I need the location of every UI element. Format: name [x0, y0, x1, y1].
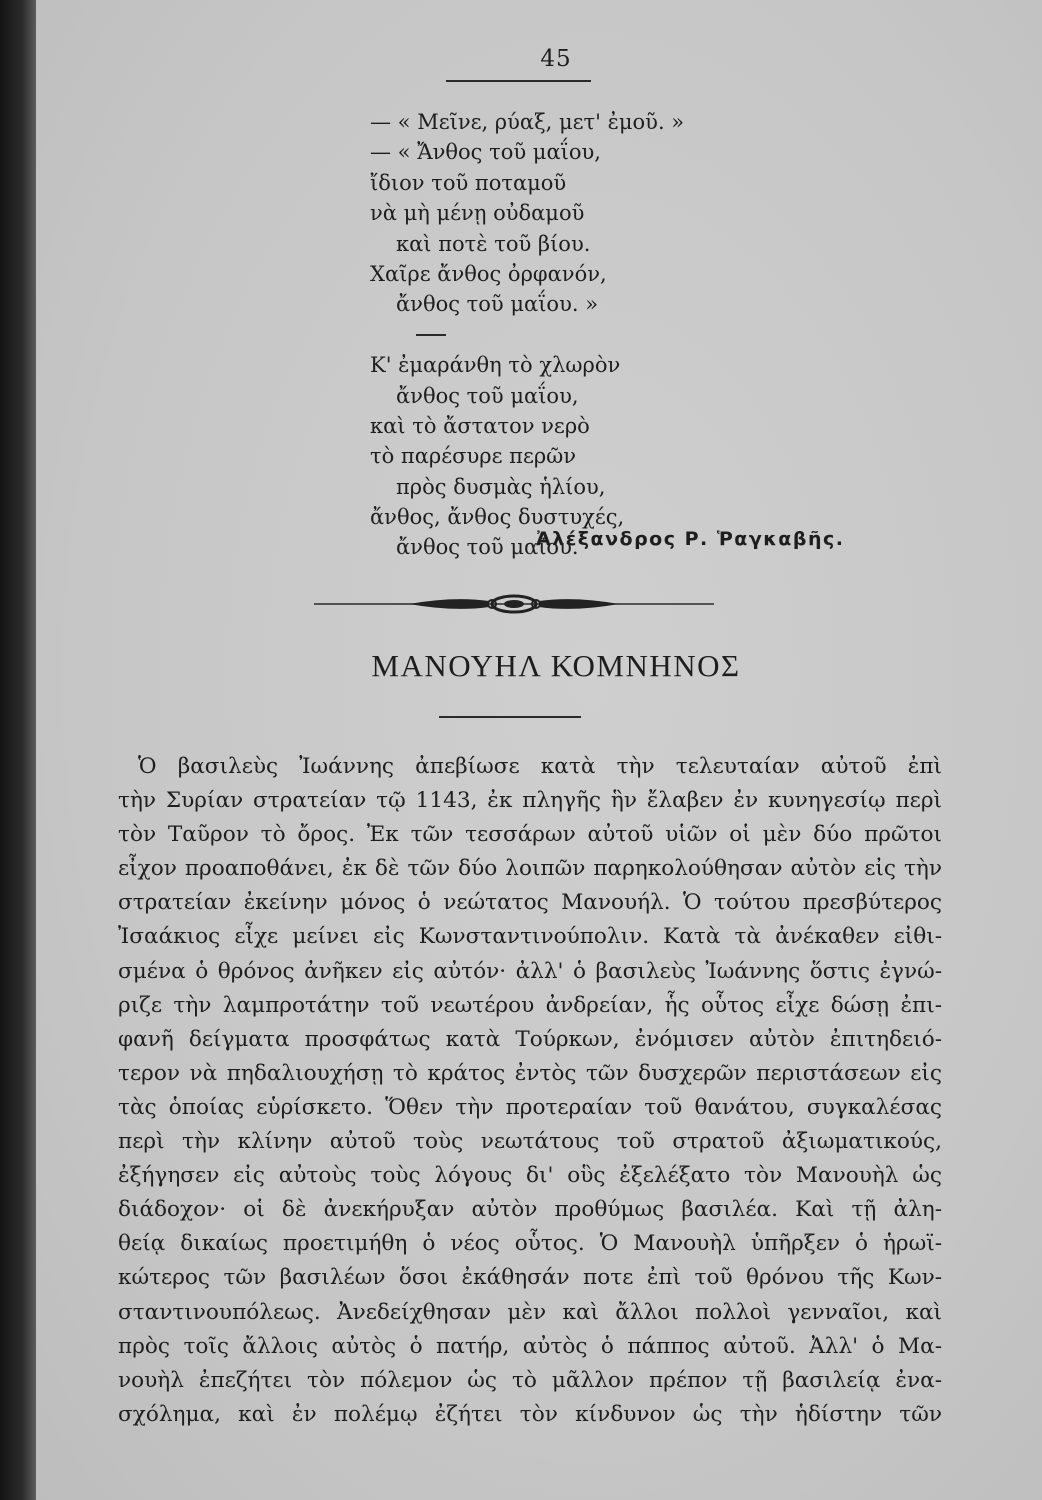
poem-line: ἄνθος τοῦ μαΐου, — [396, 383, 579, 408]
poem-line: Κ' ἐμαράνθη τὸ χλωρὸν — [370, 353, 621, 378]
text-line: νουὴλ ἐπεζήτει τὸν πόλεμον ὡς τὸ μᾶλλον πρέπον τῇ βασιλείᾳ ἐνα- — [118, 1367, 942, 1393]
poem-line: νὰ μὴ μένῃ οὐδαμοῦ — [370, 201, 585, 226]
section-title: ΜΑΝΟΥΗΛ ΚΟΜΝΗΝΟΣ — [371, 648, 741, 683]
text-line: ἐξήγησεν εἰς αὐτοὺς τοὺς λόγους δι' οὓς ἐξελέξατο τὸν Μανουὴλ ὡς — [118, 1163, 942, 1189]
text-line: Ὁ βασιλεὺς Ἰωάννης ἀπεβίωσε κατὰ τὴν τελευταίαν αὐτοῦ ἐπὶ — [138, 754, 942, 779]
text-line: σμένα ὁ θρόνος ἀνῆκεν εἰς αὐτόν· ἀλλ' ὁ βασιλεὺς Ἰωάννης ὅστις ἐγνώ- — [118, 958, 942, 984]
text-line: διάδοχον· οἱ δὲ ἀνεκήρυξαν αὐτὸν προθύμως βασιλέα. Καὶ τῇ ἀλη- — [118, 1197, 942, 1223]
poem-line: Χαῖρε ἄνθος ὀρφανόν, — [370, 261, 607, 286]
page-number: 45 — [540, 46, 572, 72]
text-line: σχόλημα, καὶ ἐν πολέμῳ ἐζήτει τὸν κίνδυνον ὡς τὴν ἡδίστην τῶν — [118, 1401, 942, 1427]
poem-stanza-1 — [370, 107, 830, 320]
text-line: πρὸς τοῖς ἄλλοις αὐτὸς ὁ πατήρ, αὐτὸς ὁ πάππος αὐτοῦ. Ἀλλ' ὁ Μα- — [118, 1333, 942, 1359]
section-title-rule — [439, 716, 581, 718]
text-line: θείᾳ δικαίως προετιμήθη ὁ νέος οὗτος. Ὁ Μανουὴλ ὑπῆρξεν ὁ ἡρωϊ- — [118, 1231, 942, 1257]
poem-line: καὶ ποτὲ τοῦ βίου. — [396, 231, 591, 256]
text-line: περὶ τὴν κλίνην αὐτοῦ τοὺς νεωτάτους τοῦ στρατοῦ ἀξιωματικούς, — [118, 1129, 942, 1155]
text-line: φανῆ δείγματα προσφάτως κατὰ Τούρκων, ἐνόμισεν αὐτὸν ἐπιτηδειό- — [118, 1026, 942, 1052]
poem-line: καὶ τὸ ἄστατον νερὸ — [370, 413, 590, 438]
ornamental-divider-icon — [314, 592, 714, 616]
book-spine-shadow — [0, 0, 40, 1500]
page-number-rule — [446, 80, 591, 82]
poem-author: Ἀλέξανδρος Ρ. Ῥαγκαβῆς. — [536, 528, 845, 550]
poem-line: πρὸς δυσμὰς ἡλίου, — [396, 474, 606, 499]
text-line: τὰς ὁποίας εὑρίσκετο. Ὅθεν τὴν προτεραίαν τοῦ θανάτου, συγκαλέσας — [118, 1094, 942, 1120]
text-line: τερον νὰ πηδαλιουχήσῃ τὸ κράτος ἐντὸς τῶν δυσχερῶν περιστάσεων εἰς — [118, 1060, 942, 1086]
poem-line: ἄνθος τοῦ μαΐου. » — [396, 292, 599, 317]
text-line: τὸν Ταῦρον τὸ ὄρος. Ἐκ τῶν τεσσάρων αὐτοῦ υἱῶν οἱ μὲν δύο πρῶτοι — [118, 822, 942, 848]
text-line: στρατείαν ἐκείνην μόνος ὁ νεώτατος Μανουήλ. Ὁ τούτου πρεσβύτερος — [118, 890, 942, 916]
book-page — [36, 0, 1042, 1500]
text-line: ριζε τὴν λαμπροτάτην τοῦ νεωτέρου ἀνδρείαν, ἧς οὗτος εἶχε δώσῃ ἐπι- — [118, 992, 942, 1018]
poem — [370, 107, 830, 563]
poem-line: — « Ἄνθος τοῦ μαΐου, — [370, 140, 601, 165]
poem-line: ἄνθος τοῦ μαΐου. — [396, 535, 579, 560]
text-line: τὴν Συρίαν στρατείαν τῷ 1143, ἐκ πληγῆς ἣν ἔλαβεν ἐν κυνηγεσίῳ περὶ — [118, 788, 942, 814]
poem-line: — « Μεῖνε, ρύαξ, μετ' ἐμοῦ. » — [370, 110, 685, 134]
text-line: Ἰσαάκιος εἶχε μείνει εἰς Κωνσταντινούπολιν. Κατὰ τὰ ἀνέκαθεν εἰθι- — [118, 924, 942, 950]
body-paragraph — [118, 750, 942, 1432]
poem-line: τὸ παρέσυρε περῶν — [370, 444, 577, 469]
poem-line: ἴδιον τοῦ ποταμοῦ — [370, 170, 567, 195]
poem-line: ἄνθος, ἄνθος δυστυχές, — [370, 505, 625, 530]
text-line: κώτερος τῶν βασιλέων ὅσοι ἐκάθησάν ποτε ἐπὶ τοῦ θρόνου τῆς Κων- — [118, 1265, 942, 1291]
text-line: σταντινουπόλεως. Ἀνεδείχθησαν μὲν καὶ ἄλλοι πολλοὶ γενναῖοι, καὶ — [118, 1299, 942, 1325]
stanza-separator — [370, 320, 830, 350]
text-line: εἶχον προαποθάνει, ἐκ δὲ τῶν δύο λοιπῶν παρηκολούθησαν αὐτὸν εἰς τὴν — [118, 856, 942, 882]
